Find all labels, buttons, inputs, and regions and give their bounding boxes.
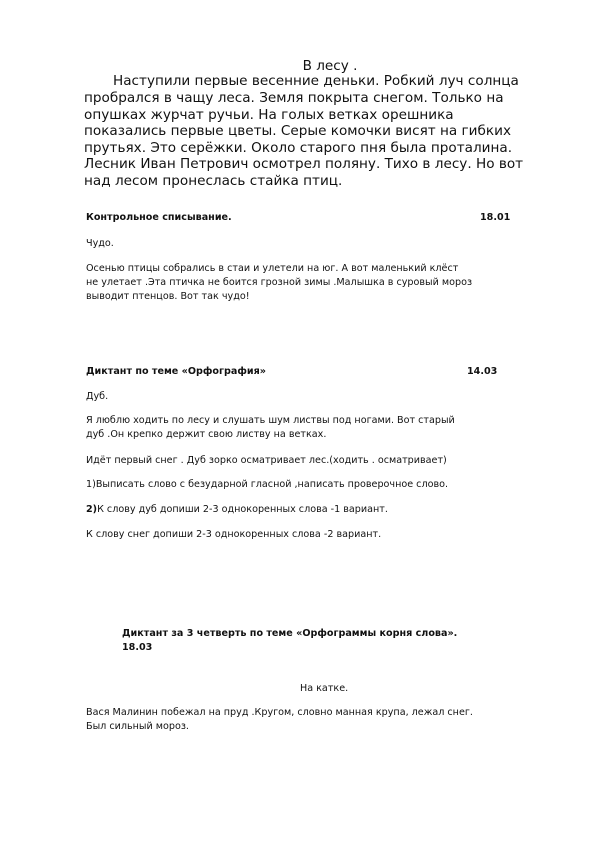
- text-title: Дуб.: [86, 391, 109, 402]
- story-line: над лесом пронеслась стайка птиц.: [84, 173, 343, 189]
- text-line: Вася Малинин побежал на пруд .Кругом, словно манная крупа, лежал снег.: [86, 707, 473, 718]
- text-line: Идёт первый снег . Дуб зорко осматривает лес.(ходить . осматривает): [86, 455, 447, 466]
- section-date: 18.03: [122, 642, 153, 653]
- text-title: Чудо.: [86, 238, 114, 249]
- story-line: пробрался в чащу леса. Земля покрыта снегом. Только на: [84, 90, 504, 106]
- task-number: 2): [86, 504, 98, 515]
- text-line: Был сильный мороз.: [86, 721, 189, 732]
- story-line: прутьях. Это серёжки. Около старого пня была проталина.: [84, 140, 513, 156]
- task-text: К слову дуб допиши 2-3 однокоренных слова -1 вариант.: [97, 504, 388, 515]
- text-line: не улетает .Эта птичка не боится грозной зимы .Малышка в суровый мороз: [86, 277, 473, 288]
- task-item: [86, 503, 388, 516]
- section-date: 18.01: [480, 212, 511, 223]
- text-line: Осенью птицы собрались в стаи и улетели на юг. А вот маленький клёст: [86, 263, 459, 274]
- task-item: 1)Выписать слово с безударной гласной ,написать проверочное слово.: [86, 479, 449, 490]
- section-date: 14.03: [467, 366, 498, 377]
- text-title: На катке.: [300, 683, 349, 694]
- section-heading: Диктант за 3 четверть по теме «Орфограммы корня слова».: [122, 628, 458, 639]
- story-line: опушках журчат ручьи. На голых ветках орешника: [84, 107, 454, 123]
- text-line: выводит птенцов. Вот так чудо!: [86, 291, 250, 302]
- section-heading: Контрольное списывание.: [86, 212, 232, 223]
- text-line: Я люблю ходить по лесу и слушать шум листвы под ногами. Вот старый: [86, 415, 455, 426]
- story-line: Лесник Иван Петрович осмотрел поляну. Тихо в лесу. Но вот: [84, 156, 524, 172]
- story-title: В лесу .: [302, 58, 358, 74]
- section-heading: Диктант по теме «Орфография»: [86, 366, 266, 377]
- text-line: дуб .Он крепко держит свою листву на ветках.: [86, 429, 327, 440]
- story-line: Наступили первые весенние деньки. Робкий луч солнца: [113, 73, 519, 89]
- task-item: К слову снег допиши 2-3 однокоренных слова -2 вариант.: [86, 529, 382, 540]
- story-line: показались первые цветы. Серые комочки висят на гибких: [84, 123, 511, 139]
